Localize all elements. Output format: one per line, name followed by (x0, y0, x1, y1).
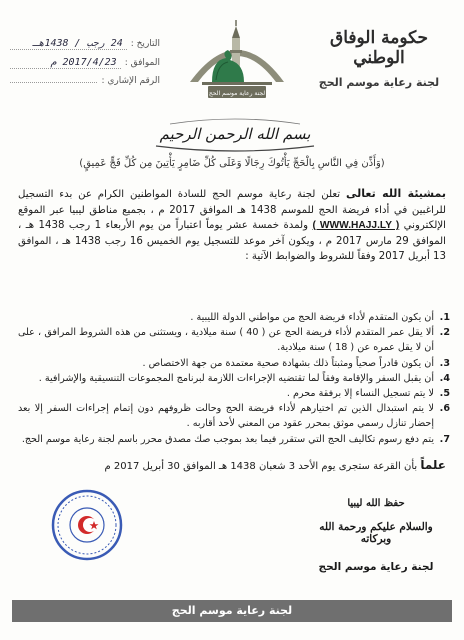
condition-text: أن يكون قادراً صحياً ومثبتاً ذلك بشهادة صحية معتمدة من جهة الاختصاص . (142, 357, 434, 369)
lottery-lead: علماً (420, 458, 446, 472)
condition-item (18, 386, 450, 401)
condition-text: لا يتم تسجيل النساء إلا برفقة محرم . (286, 388, 434, 400)
condition-text: يتم دفع رسوم تكاليف الحج التي ستقرر فيما بعد بموجب صك مصدق محرر باسم لجنة رعاية موسم الحج. (21, 433, 434, 445)
gregorian-row (10, 57, 160, 76)
condition-text: ألا يقل عمر المتقدم لأداء فريضة الحج عن ( 40 ) سنة ميلادية ، ويستثنى من هذه الشروط المرافق ، على أن لا يقل عمره عن ( 18 ) سنة ميلادية. (18, 327, 434, 354)
condition-number: 2. (439, 327, 450, 339)
document-meta (10, 38, 160, 95)
government-title: حكومة الوفاق الوطني (330, 28, 428, 68)
committee-name: لجنة رعاية موسم الحج (318, 76, 440, 89)
condition-number: 1. (439, 312, 450, 323)
reference-value (10, 82, 97, 83)
mosque-dome-icon (182, 10, 292, 110)
condition-text: أن يكون المتقدم لأداء فريضة الحج من مواطني الدولة الليبية . (190, 312, 434, 323)
reference-label: الرقم الإشاري : (101, 76, 160, 86)
conditions-list (18, 310, 450, 447)
condition-number: 4. (439, 372, 450, 384)
reference-row (10, 76, 160, 95)
condition-number: 6. (439, 403, 450, 415)
condition-item (18, 401, 450, 431)
condition-item (18, 432, 450, 447)
condition-text: أن يقبل السفر والإقامة وفقاً لما تقتضيه الإجراءات اللازمة لبرنامج المجموعات التنسيقية والإشرافية . (38, 372, 434, 384)
basmala-calligraphy (150, 116, 320, 152)
gregorian-value: 2017/4/23 م (10, 57, 121, 69)
condition-text: لا يتم استبدال الذين تم اختيارهم لأداء فريضة الحج وحالت ظروفهم دون إتمام إجراءات السفر إلا بعد إحضار تنازل رسمي موثق بمحرر عقود من المعني لأحد أقاربه . (18, 403, 434, 430)
intro-lead: بمشيئة الله تعالى (345, 187, 446, 200)
condition-item (18, 371, 450, 386)
signature-block (306, 478, 446, 573)
closing-salutation: والسلام عليكم ورحمة الله وبركاته (319, 521, 433, 545)
government-heading (304, 28, 454, 89)
date-value: 24 رجب / 1438هـ (10, 38, 127, 50)
footer-band: لجنة رعاية موسم الحج (12, 600, 452, 622)
official-stamp-icon (50, 488, 124, 562)
condition-number: 5. (439, 388, 450, 400)
quran-verse: (وَأَذِّن فِي النَّاسِ بِالْحَجِّ يَأْتُوكَ رِجَالًا وَعَلَى كُلِّ ضَامِرٍ يَأْتِينَ مِن كُلِّ فَجٍّ عَمِيقٍ) (79, 158, 385, 169)
condition-number: 3. (439, 357, 450, 369)
lottery-text: بأن القرعة ستجرى يوم الأحد 3 شعبان 1438 هـ الموافق 30 أبريل 2017 م (104, 461, 418, 472)
date-label: التاريخ : (130, 39, 160, 49)
condition-item (18, 356, 450, 371)
intro-body-1: تعلن لجنة رعاية موسم الحج للسادة المواطنين الكرام عن بدء التسجيل للراغبين في أداء فريضة الحج للموسم 1438 هـ الموافق 2017 م ، بجميع مناطق ليبيا عبر الموقع الإلكتروني (18, 189, 447, 232)
gregorian-label: الموافق : (124, 58, 160, 68)
condition-item (18, 310, 450, 325)
lottery-note (18, 458, 446, 472)
condition-item (18, 325, 450, 355)
announcement-intro (18, 186, 446, 265)
emblem-caption: لجنة رعاية موسم الحج (208, 90, 266, 97)
basmala-text: بسم الله الرحمن الرحيم (159, 125, 311, 143)
hajj-website-link[interactable]: ( WWW.HAJJ.LY ) (312, 220, 400, 232)
closing-prayer: حفظ الله ليبيا (347, 498, 405, 509)
date-row (10, 38, 160, 57)
condition-number: 7. (439, 433, 450, 445)
intro-body-2: ولمدة خمسة عشر يوماً اعتباراً من يوم الأربعاء 1 رجب 1438 هـ ، الموافق 29 مارس 2017 م ، ويكون آخر موعد للتسجيل يوم الخميس 16 رجب 1438 هـ ، الموافق 13 أبريل 2017 وفقاً للشروط والضوابط الآتية : (18, 220, 446, 263)
signatory: لجنة رعاية موسم الحج (318, 561, 434, 573)
